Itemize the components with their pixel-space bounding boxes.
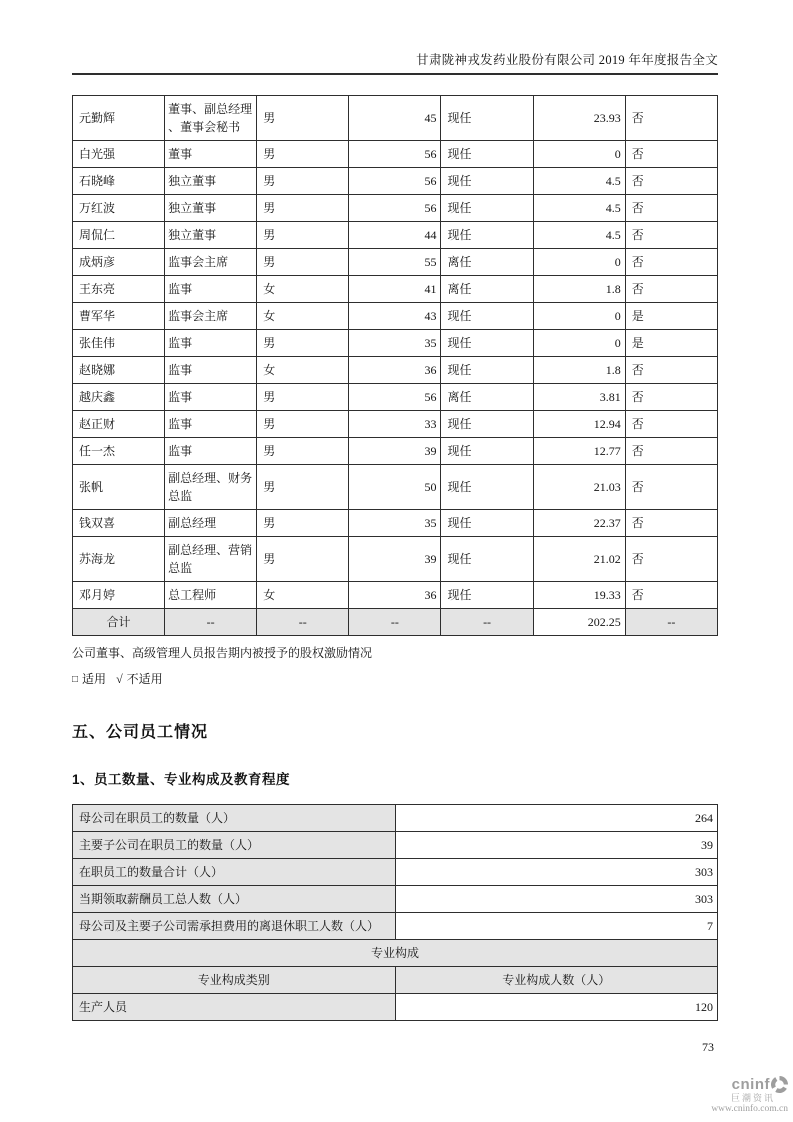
person-name: 石晓峰 [73,168,165,195]
person-position: 总工程师 [165,582,257,609]
employee-count-body [73,804,718,939]
person-related-remuneration: 否 [625,96,717,141]
person-position: 独立董事 [165,168,257,195]
person-gender: 女 [257,582,349,609]
person-position: 副总经理、营销总监 [165,537,257,582]
person-related-remuneration: 否 [625,195,717,222]
person-remuneration: 3.81 [533,384,625,411]
composition-section-title: 专业构成 [73,939,718,966]
person-status: 现任 [441,411,533,438]
person-position: 监事 [165,276,257,303]
employee-count-label: 在职员工的数量合计（人） [73,858,396,885]
person-related-remuneration: 否 [625,438,717,465]
person-gender: 男 [257,141,349,168]
composition-count: 120 [395,993,718,1020]
employee-count-row [73,912,718,939]
document-header-title: 甘肃陇神戎发药业股份有限公司 2019 年年度报告全文 [416,53,718,67]
employee-count-row [73,804,718,831]
person-age: 35 [349,330,441,357]
cninfo-url: www.cninfo.com.cn [711,1103,788,1114]
management-table-row [73,384,718,411]
composition-row [73,993,718,1020]
person-position: 监事 [165,438,257,465]
employee-count-label: 主要子公司在职员工的数量（人） [73,831,396,858]
management-table-row [73,537,718,582]
person-gender: 男 [257,411,349,438]
composition-count-header: 专业构成人数（人） [395,966,718,993]
person-related-remuneration: 否 [625,465,717,510]
management-table-row [73,96,718,141]
person-age: 43 [349,303,441,330]
employee-count-value: 39 [395,831,718,858]
person-status: 离任 [441,384,533,411]
total-dash-gender: -- [257,609,349,636]
person-name: 苏海龙 [73,537,165,582]
person-status: 现任 [441,357,533,384]
person-remuneration: 23.93 [533,96,625,141]
management-table [72,95,718,636]
person-name: 赵正财 [73,411,165,438]
person-name: 白光强 [73,141,165,168]
person-related-remuneration: 否 [625,384,717,411]
person-name: 张帆 [73,465,165,510]
person-age: 50 [349,465,441,510]
person-age: 56 [349,384,441,411]
person-status: 现任 [441,537,533,582]
person-name: 王东亮 [73,276,165,303]
person-gender: 男 [257,168,349,195]
person-age: 56 [349,168,441,195]
person-gender: 男 [257,249,349,276]
employee-count-value: 303 [395,858,718,885]
person-age: 35 [349,510,441,537]
person-gender: 男 [257,222,349,249]
person-status: 离任 [441,276,533,303]
person-position: 独立董事 [165,222,257,249]
management-table-row [73,465,718,510]
cninfo-logo [700,1076,788,1115]
applicable-label: 适用 [82,672,107,687]
person-name: 曹军华 [73,303,165,330]
management-table-row [73,222,718,249]
person-position: 副总经理、财务总监 [165,465,257,510]
person-age: 45 [349,96,441,141]
management-table-row [73,168,718,195]
person-remuneration: 0 [533,249,625,276]
person-remuneration: 1.8 [533,357,625,384]
person-remuneration: 22.37 [533,510,625,537]
person-gender: 男 [257,465,349,510]
person-related-remuneration: 否 [625,276,717,303]
person-remuneration: 12.94 [533,411,625,438]
total-remuneration: 202.25 [533,609,625,636]
person-status: 现任 [441,168,533,195]
management-table-row [73,195,718,222]
section-subheading: 1、员工数量、专业构成及教育程度 [72,771,291,787]
person-gender: 男 [257,438,349,465]
management-table-row [73,510,718,537]
page-content [72,0,718,1021]
person-name: 赵晓娜 [73,357,165,384]
person-age: 44 [349,222,441,249]
person-related-remuneration: 否 [625,537,717,582]
person-status: 现任 [441,303,533,330]
person-gender: 男 [257,330,349,357]
person-related-remuneration: 否 [625,510,717,537]
not-applicable-label: 不适用 [126,672,163,687]
total-dash-related: -- [625,609,717,636]
cninfo-logo-text: cninf [731,1076,770,1093]
total-dash-status: -- [441,609,533,636]
total-dash-position: -- [165,609,257,636]
person-age: 33 [349,411,441,438]
person-name: 任一杰 [73,438,165,465]
person-age: 56 [349,141,441,168]
person-remuneration: 0 [533,141,625,168]
person-remuneration: 21.02 [533,537,625,582]
person-status: 现任 [441,438,533,465]
person-name: 邓月婷 [73,582,165,609]
composition-section-row [73,939,718,966]
cninfo-logo-chinese: 巨潮资讯 [730,1093,775,1104]
person-age: 41 [349,276,441,303]
cninfo-logo-row [700,1076,788,1093]
employee-count-value: 303 [395,885,718,912]
management-table-row [73,249,718,276]
employee-count-label: 母公司在职员工的数量（人） [73,804,396,831]
person-gender: 女 [257,357,349,384]
equity-incentive-note: 公司董事、高级管理人员报告期内被授予的股权激励情况 [72,646,373,660]
person-name: 张佳伟 [73,330,165,357]
section-heading: 五、公司员工情况 [72,723,209,741]
management-table-row [73,357,718,384]
person-age: 39 [349,438,441,465]
person-position: 监事会主席 [165,303,257,330]
person-status: 现任 [441,222,533,249]
person-gender: 女 [257,276,349,303]
person-gender: 女 [257,303,349,330]
person-age: 36 [349,357,441,384]
management-table-body [73,96,718,609]
total-dash-age: -- [349,609,441,636]
management-table-row [73,582,718,609]
person-name: 万红波 [73,195,165,222]
person-remuneration: 4.5 [533,195,625,222]
person-related-remuneration: 是 [625,303,717,330]
management-table-row [73,438,718,465]
person-position: 监事 [165,411,257,438]
management-table-row [73,411,718,438]
composition-header-row [73,966,718,993]
person-remuneration: 19.33 [533,582,625,609]
person-name: 钱双喜 [73,510,165,537]
person-gender: 男 [257,537,349,582]
page-number: 73 [702,1040,714,1054]
employee-count-row [73,885,718,912]
person-gender: 男 [257,384,349,411]
person-related-remuneration: 否 [625,357,717,384]
employee-count-label: 当期领取薪酬员工总人数（人） [73,885,396,912]
applicability-line [72,671,718,689]
person-status: 现任 [441,582,533,609]
person-status: 现任 [441,141,533,168]
person-position: 监事 [165,384,257,411]
cninfo-swirl-icon [771,1076,788,1093]
person-remuneration: 4.5 [533,222,625,249]
person-remuneration: 0 [533,330,625,357]
person-status: 现任 [441,510,533,537]
person-position: 副总经理 [165,510,257,537]
person-name: 元勤辉 [73,96,165,141]
person-age: 39 [349,537,441,582]
person-remuneration: 12.77 [533,438,625,465]
management-table-total-row [73,609,718,636]
person-age: 55 [349,249,441,276]
person-position: 监事会主席 [165,249,257,276]
total-label: 合计 [73,609,165,636]
management-table-row [73,141,718,168]
employee-count-row [73,831,718,858]
person-name: 成炳彦 [73,249,165,276]
management-table-row [73,330,718,357]
person-status: 离任 [441,249,533,276]
person-status: 现任 [441,330,533,357]
person-status: 现任 [441,195,533,222]
person-gender: 男 [257,195,349,222]
check-mark-icon: √ [116,672,123,687]
person-age: 36 [349,582,441,609]
person-position: 监事 [165,330,257,357]
person-status: 现任 [441,96,533,141]
person-related-remuneration: 否 [625,222,717,249]
person-position: 董事 [165,141,257,168]
person-position: 董事、副总经理、董事会秘书 [165,96,257,141]
person-remuneration: 0 [533,303,625,330]
management-table-row [73,303,718,330]
person-related-remuneration: 否 [625,411,717,438]
person-related-remuneration: 否 [625,249,717,276]
person-related-remuneration: 否 [625,141,717,168]
employee-count-label: 母公司及主要子公司需承担费用的离退休职工人数（人） [73,912,396,939]
employee-count-value: 7 [395,912,718,939]
person-position: 独立董事 [165,195,257,222]
person-name: 周侃仁 [73,222,165,249]
person-position: 监事 [165,357,257,384]
composition-category-header: 专业构成类别 [73,966,396,993]
composition-category: 生产人员 [73,993,396,1020]
person-related-remuneration: 否 [625,582,717,609]
document-header [72,0,718,75]
person-gender: 男 [257,510,349,537]
person-remuneration: 1.8 [533,276,625,303]
person-age: 56 [349,195,441,222]
employee-count-row [73,858,718,885]
employee-table [72,804,718,1021]
management-table-row [73,276,718,303]
person-gender: 男 [257,96,349,141]
employee-count-value: 264 [395,804,718,831]
person-remuneration: 4.5 [533,168,625,195]
checkbox-unchecked-icon: □ [72,674,79,686]
person-status: 现任 [441,465,533,510]
person-related-remuneration: 否 [625,168,717,195]
composition-body [73,993,718,1020]
person-remuneration: 21.03 [533,465,625,510]
person-related-remuneration: 是 [625,330,717,357]
person-name: 越庆鑫 [73,384,165,411]
